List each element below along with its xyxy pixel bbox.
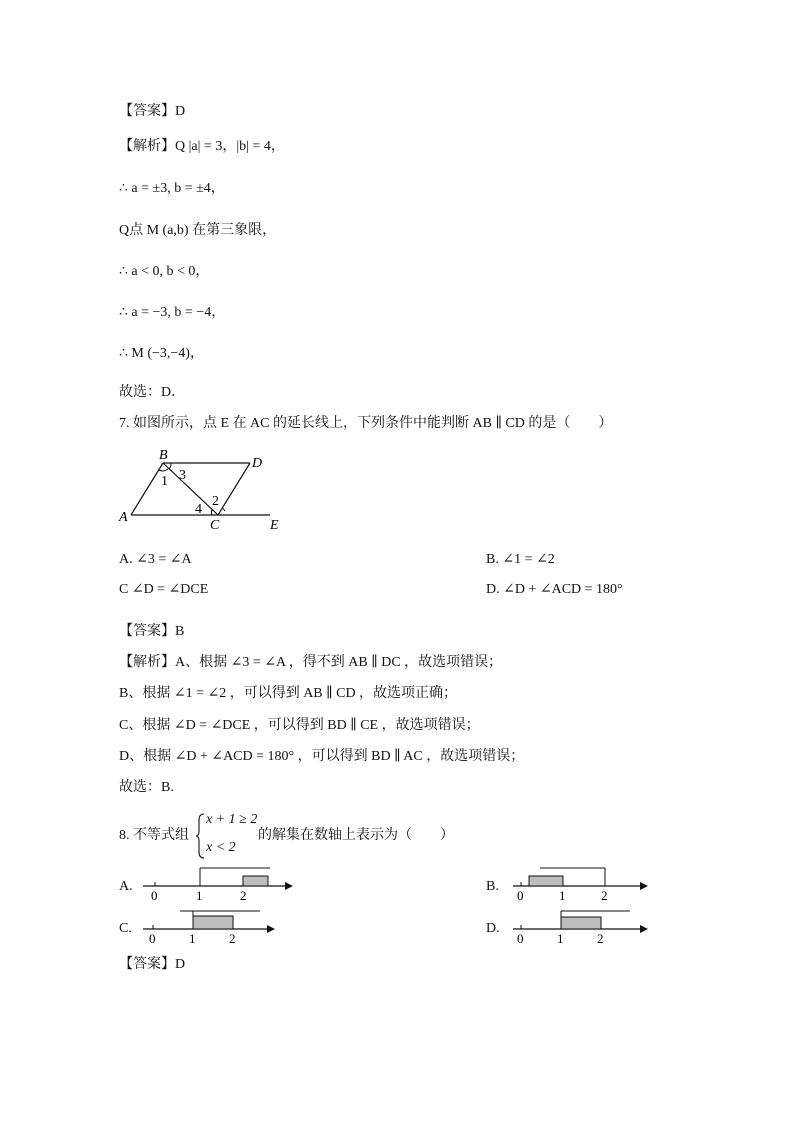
q6-analysis-line-5: ∴ a = −3, b = −4， bbox=[119, 305, 226, 320]
svg-text:2: 2 bbox=[240, 888, 247, 903]
svg-text:0: 0 bbox=[517, 888, 524, 903]
q8-number-line-c bbox=[135, 903, 280, 945]
q8-inequality-1: x + 1 ≥ 2 bbox=[206, 812, 258, 827]
q8-number-line-a bbox=[135, 860, 295, 905]
q7-analysis-line-4: D、根据 ∠D + ∠ACD = 180° ，可以得到 BD ∥ AC ，故选项错误； bbox=[119, 749, 525, 764]
label-a: A bbox=[119, 510, 128, 525]
svg-text:2: 2 bbox=[601, 888, 608, 903]
q6-analysis-line-1: 【解析】Q |a| = 3，|b| = 4， bbox=[119, 139, 285, 154]
q6-analysis-line-3: Q点 M (a,b) 在第三象限， bbox=[119, 223, 277, 238]
q8-stem-prefix: 8. 不等式组 bbox=[119, 828, 189, 843]
svg-text:2: 2 bbox=[597, 931, 604, 945]
label-e: E bbox=[270, 518, 279, 533]
q7-analysis-line-3: C、根据 ∠D = ∠DCE ，可以得到 BD ∥ CE ，故选项错误； bbox=[119, 718, 480, 733]
label-b: B bbox=[159, 448, 168, 463]
label-1: 1 bbox=[161, 474, 168, 489]
q6-analysis-line-7: 故选：D． bbox=[119, 385, 186, 400]
q6-analysis-line-4: ∴ a < 0, b < 0， bbox=[119, 264, 210, 279]
q7-analysis-line-5: 故选：B. bbox=[119, 780, 174, 795]
q6-analysis-line-2: ∴ a = ±3, b = ±4， bbox=[119, 181, 225, 196]
svg-text:0: 0 bbox=[151, 888, 158, 903]
q8-inequality-2: x < 2 bbox=[206, 840, 236, 855]
label-c: C bbox=[210, 518, 220, 533]
q8-option-c-label: C. bbox=[119, 921, 132, 936]
q7-analysis-line-2: B、根据 ∠1 = ∠2 ，可以得到 AB ∥ CD ，故选项正确； bbox=[119, 686, 458, 701]
q7-option-b: B. ∠1 = ∠2 bbox=[486, 552, 555, 567]
svg-text:1: 1 bbox=[557, 931, 564, 945]
line-bc bbox=[163, 463, 218, 515]
q8-option-a-label: A. bbox=[119, 879, 133, 894]
line-ab bbox=[131, 463, 163, 515]
q8-option-d-label: D. bbox=[486, 921, 500, 936]
svg-text:1: 1 bbox=[196, 888, 203, 903]
q7-answer: 【答案】B bbox=[119, 624, 185, 639]
svg-text:0: 0 bbox=[149, 931, 156, 945]
label-d: D bbox=[252, 456, 263, 471]
label-3: 3 bbox=[179, 468, 186, 483]
q8-option-b-label: B. bbox=[486, 879, 499, 894]
label-4: 4 bbox=[195, 502, 202, 517]
q8-number-line-b bbox=[505, 860, 650, 905]
svg-text:1: 1 bbox=[559, 888, 566, 903]
line-cd bbox=[218, 463, 250, 515]
q7-option-c: C ∠D = ∠DCE bbox=[119, 582, 209, 597]
label-2: 2 bbox=[212, 494, 219, 509]
q7-option-d: D. ∠D + ∠ACD = 180° bbox=[486, 582, 623, 597]
q8-answer: 【答案】D bbox=[119, 957, 186, 972]
q6-analysis-line-6: ∴ M (−3,−4)， bbox=[119, 346, 204, 361]
q7-figure bbox=[115, 445, 290, 535]
q6-answer: 【答案】D bbox=[119, 104, 186, 119]
q7-stem: 7. 如图所示，点 E 在 AC 的延长线上，下列条件中能判断 AB ∥ CD 的是（ ） bbox=[119, 416, 613, 431]
q8-stem-suffix: 的解集在数轴上表示为（ ） bbox=[258, 828, 454, 843]
svg-text:1: 1 bbox=[189, 931, 196, 945]
q7-analysis-line-1: 【解析】A、根据 ∠3 = ∠A ，得不到 AB ∥ DC ，故选项错误； bbox=[119, 655, 503, 670]
svg-text:2: 2 bbox=[229, 931, 236, 945]
q7-option-a: A. ∠3 = ∠A bbox=[119, 552, 192, 567]
svg-text:0: 0 bbox=[517, 931, 524, 945]
q8-number-line-d bbox=[505, 903, 650, 945]
